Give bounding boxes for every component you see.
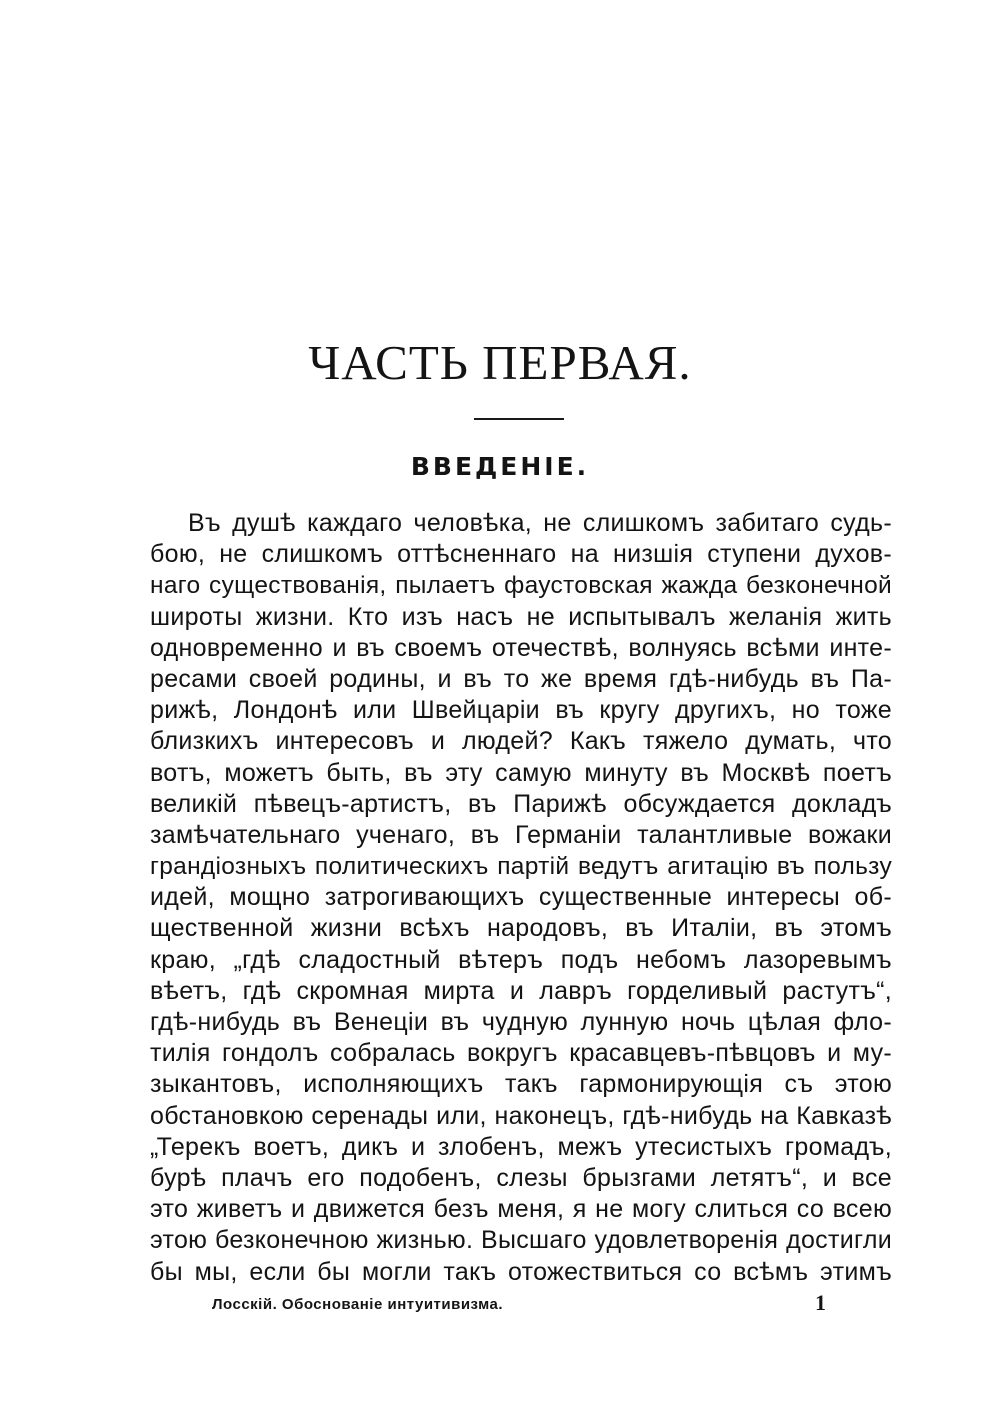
part-title: ЧАСТЬ ПЕРВАЯ.: [308, 335, 692, 390]
body-line: наго существованія, пылаетъ фаустовская жажда безконечной: [150, 572, 892, 600]
body-line: это живетъ и движется безъ меня, я не могу слиться со всею: [150, 1195, 892, 1224]
body-line: щественной жизни всѣхъ народовъ, въ Италіи, въ этомъ: [150, 914, 892, 943]
footer-running-title: Лосскій. Обоснованіе интуитивизма.: [212, 1296, 504, 1313]
body-line: краю, „гдѣ сладостный вѣтеръ подъ небомъ лазоревымъ: [150, 945, 892, 974]
body-line: одновременно и въ своемъ отечествѣ, волнуясь всѣми инте-: [150, 633, 892, 662]
body-line: вѣетъ, гдѣ скромная мирта и лавръ горделивый растутъ“,: [150, 976, 892, 1005]
title-divider: [474, 418, 564, 420]
body-line: идей, мощно затрогивающихъ существенные интересы об-: [150, 883, 892, 912]
body-text: [150, 508, 892, 1288]
body-line: замѣчательнаго ученаго, въ Германіи талантливые вожаки: [150, 820, 892, 849]
body-line: бы мы, если бы могли такъ отожествиться со всѣмъ этимъ: [150, 1257, 892, 1286]
body-line: зыкантовъ, исполняющихъ такъ гармонирующія съ этою: [150, 1070, 892, 1099]
body-line: близкихъ интересовъ и людей? Какъ тяжело думать, что: [150, 727, 892, 756]
footer-signature-mark: 1: [815, 1290, 826, 1315]
body-line: гдѣ-нибудь въ Венеціи въ чудную лунную ночь цѣлая фло-: [150, 1008, 892, 1036]
body-line: „Терекъ воетъ, дикъ и злобенъ, межъ утесистыхъ громадъ,: [150, 1132, 892, 1161]
body-line: Въ душѣ каждаго человѣка, не слишкомъ забитаго судь-: [188, 509, 892, 537]
body-line: вотъ, можетъ быть, въ эту самую минуту въ Москвѣ поетъ: [150, 758, 892, 787]
body-line: обстановкою серенады или, наконецъ, гдѣ-нибудь на Кавказѣ: [150, 1101, 892, 1130]
body-line: бою, не слишкомъ оттѣсненнаго на низшія ступени духов-: [150, 540, 892, 569]
body-line: тилія гондолъ собралась вокругъ красавцевъ-пѣвцовъ и му-: [150, 1039, 892, 1068]
body-line: бурѣ плачъ его подобенъ, слезы брызгами летятъ“, и все: [150, 1163, 892, 1192]
body-line: этою безконечною жизнью. Высшаго удовлетворенія достигли: [150, 1226, 892, 1255]
body-line: широты жизни. Кто изъ насъ не испытывалъ желанія жить: [150, 602, 892, 631]
body-line: ресами своей родины, и въ то же время гдѣ-нибудь въ Па-: [150, 664, 892, 693]
section-title: ВВЕДЕНІЕ.: [410, 452, 590, 481]
body-line: грандіозныхъ политическихъ партій ведутъ агитацію въ пользу: [150, 853, 892, 881]
body-line: рижѣ, Лондонѣ или Швейцаріи въ кругу другихъ, но тоже: [150, 696, 892, 725]
body-line: великій пѣвецъ-артистъ, въ Парижѣ обсуждается докладъ: [150, 789, 892, 818]
